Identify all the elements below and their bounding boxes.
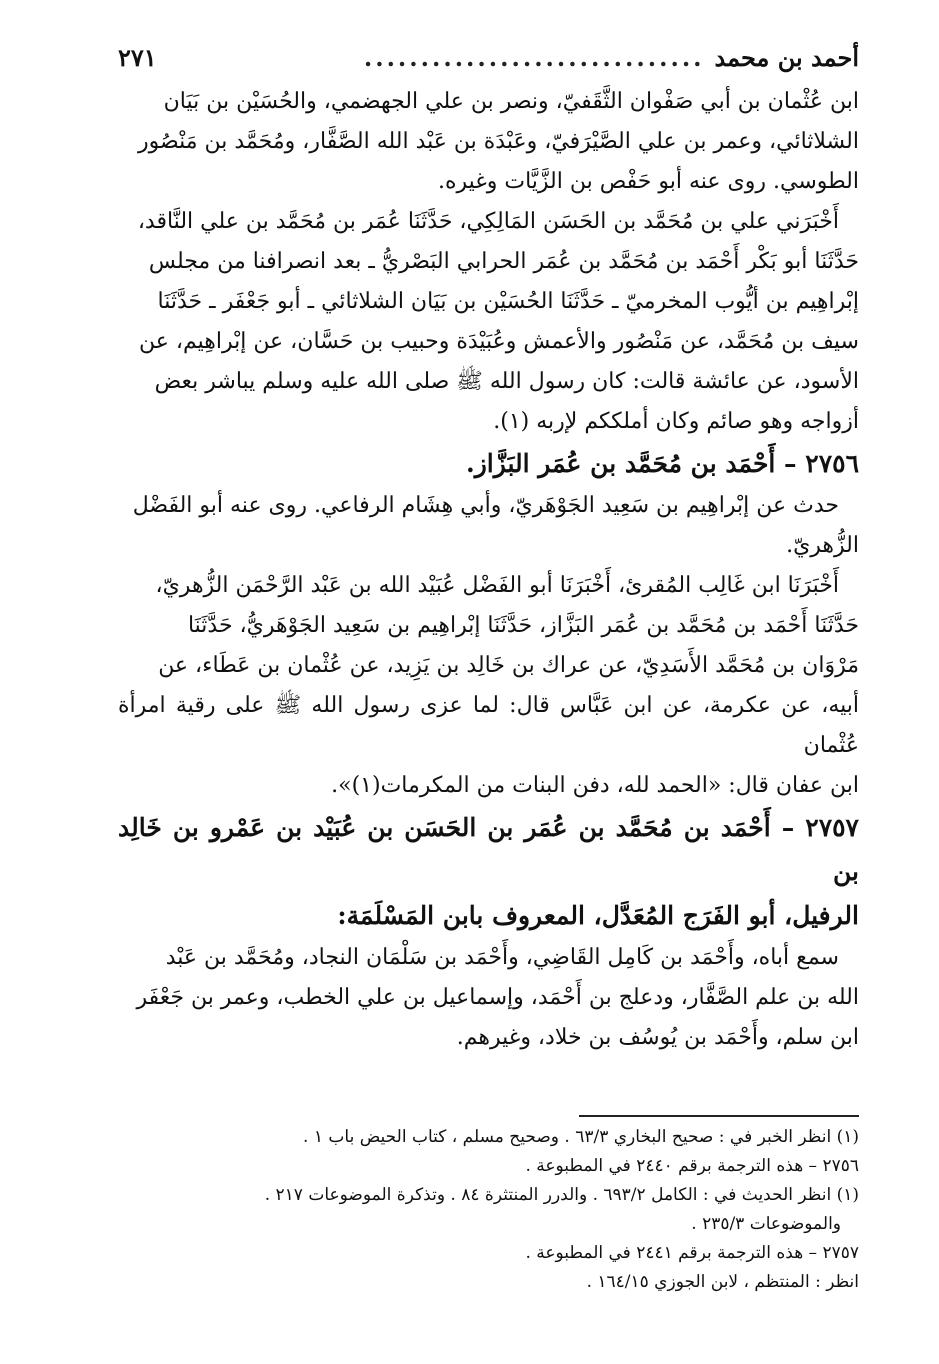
text-line: مَرْوَان بن مُحَمَّد الأَسَدِيّ، عن عراك بن خَالِد بن يَزِيد، عن عُثْمان بن عَطَاء، عن (158, 653, 859, 678)
footnote: ٢٧٥٧ – هذه الترجمة برقم ٢٤٤١ في المطبوعة . (525, 1243, 859, 1263)
entry-title: – أَحْمَد بن مُحَمَّد بن عُمَر بن الحَسَن بن عُبَيْد بن عَمْرو بن خَالِد بن (118, 813, 859, 886)
text-line: أَخْبَرَني علي بن مُحَمَّد بن الحَسَن المَالِكِي، حَدَّثَنَا عُمَر بن مُحَمَّد بن علي النَّاقد، (137, 209, 839, 234)
entry-heading-2757 (118, 806, 859, 894)
footnote: انظر : المنتظم ، لابن الجوزي ١٦٤/١٥ . (586, 1272, 859, 1292)
text-line: سمع أباه، وأَحْمَد بن كَامِل القَاضِي، وأَحْمَد بن سَلْمَان النجاد، ومُحَمَّد بن عَبْد (165, 945, 839, 970)
page-number: ٢٧١ (118, 42, 157, 72)
footnote: (١) انظر الخبر في : صحيح البخاري ٦٣/٣ . وصحيح مسلم ، كتاب الحيض باب ١ . (303, 1127, 859, 1147)
leader-dots: .............................. (363, 42, 705, 72)
entry-heading-2757-cont (118, 894, 859, 938)
entry-number: ٢٧٥٧ (805, 813, 859, 842)
text-line: ابن عفان قال: «الحمد لله، دفن البنات من المكرمات(١)». (331, 773, 859, 798)
entry-title: الرفيل، أبو الفَرَج المُعَدَّل، المعروف بابن المَسْلَمَة: (337, 901, 859, 930)
text-line: ابن سلم، وأَحْمَد بن يُوسُف بن خلاد، وغيرهم. (456, 1025, 859, 1050)
footnotes (118, 1115, 859, 1297)
entry-title: – أَحْمَد بن مُحَمَّد بن عُمَر البَزَّاز. (465, 449, 797, 478)
running-title: أحمد بن محمد (714, 42, 859, 72)
main-text (118, 82, 859, 1058)
text-line: الزُّهريّ. (786, 533, 859, 558)
text-line: أزواجه وهو صائم وكان أملككم لإربه (١). (493, 409, 859, 434)
text-line: إبْراهِيم بن أيُّوب المخرميّ ـ حَدَّثَنَا الحُسَيْن بن بَيَان الشلاثائي ـ أبو جَعْفَر ـ حَدَّثَنَا (157, 289, 859, 314)
text-line: الشلاثائي، وعمر بن علي الصَّيْرَفيّ، وعَبْدَة بن عَبْد الله الصَّفَّار، ومُحَمَّد بن مَنْصُور (138, 129, 859, 154)
text-line: أبيه، عن عكرمة، عن ابن عَبَّاس قال: لما عزى رسول الله ﷺ على رقية امرأة عُثْمان (118, 693, 859, 758)
text-line: حدث عن إبْراهِيم بن سَعِيد الجَوْهَريّ، وأبي هِشَام الرفاعي. روى عنه أبو الفَضْل (132, 493, 839, 518)
text-line: حَدَّثَنَا أَحْمَد بن مُحَمَّد بن عُمَر البَزَّاز، حَدَّثَنَا إبْراهِيم بن سَعِيد الجَوْهَريُّ، حَدَّثَنَا (187, 613, 859, 638)
footnote-divider (579, 1115, 859, 1117)
text-line: سيف بن مُحَمَّد، عن مَنْصُور والأعمش وعُبَيْدَة وحبيب بن حَسَّان، عن إبْراهِيم، عن (138, 329, 859, 354)
running-header (118, 40, 859, 74)
text-line: الطوسي. روى عنه أبو حَفْص بن الزَّيَّات وغيره. (437, 169, 859, 194)
text-line: حَدَّثَنَا أبو بَكْر أَحْمَد بن مُحَمَّد بن عُمَر الحرابي البَصْريُّ ـ بعد انصرافنا من مجلس (148, 249, 859, 274)
footnote: ٢٧٥٦ – هذه الترجمة برقم ٢٤٤٠ في المطبوعة . (525, 1156, 859, 1176)
text-line: ابن عُثْمان بن أبي صَفْوان الثَّقَفيّ، ونصر بن علي الجهضمي، والحُسَيْن بن بَيَان (163, 89, 859, 114)
footnote: (١) انظر الحديث في : الكامل ٦٩٣/٢ . والدرر المنتثرة ٨٤ . وتذكرة الموضوعات ٢١٧ . (264, 1185, 859, 1205)
text-line: أَخْبَرَنَا ابن غَالِب المُقرئ، أَخْبَرَنَا أبو الفَضْل عُبَيْد الله بن عَبْد الرَّحْمَن الزُّهريّ، (155, 573, 839, 598)
entry-heading-2756 (118, 442, 859, 486)
text-line: الأسود، عن عائشة قالت: كان رسول الله ﷺ صلى الله عليه وسلم يباشر بعض (154, 369, 859, 394)
footnote: والموضوعات ٢٣٥/٣ . (691, 1214, 841, 1234)
entry-number: ٢٧٥٦ (805, 449, 859, 478)
text-line: الله بن علم الصَّفَّار، ودعلج بن أَحْمَد، وإسماعيل بن علي الخطب، وعمر بن جَعْفَر (136, 985, 859, 1010)
